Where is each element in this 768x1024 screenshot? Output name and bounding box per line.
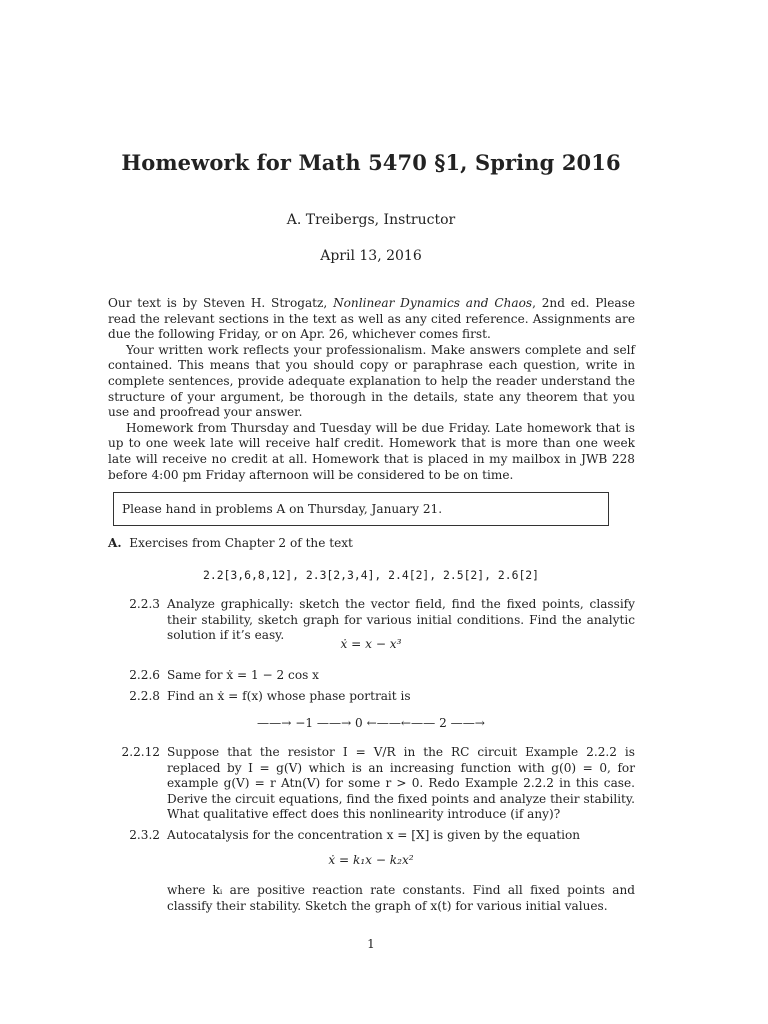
equation-2-3-2: ẋ = k₁x − k₂x² [328, 853, 414, 867]
problem-2-3-2-continued [108, 883, 635, 915]
problem-2-2-6 [108, 668, 635, 684]
intro-paragraph-2: Your written work reflects your professionalism. Make answers complete and self contained. This means that you should copy or paraphrase each question, write in complete sentences, provide adequate explanation to help the reader understand the structure of your argument, be thorough in the details, state any theorem that you use and proofread your answer. [108, 342, 635, 420]
problem-text: Find an ẋ = f(x) whose phase portrait is [167, 689, 411, 703]
notice-box: Please hand in problems A on Thursday, January 21. [113, 492, 609, 526]
exercise-list: 2.2[3,6,8,12], 2.3[2,3,4], 2.4[2], 2.5[2], 2.6[2] [202, 568, 540, 582]
equation-2-2-3: ẋ = x − x³ [340, 637, 402, 651]
page-number: 1 [367, 937, 375, 951]
section-a-label: A. [108, 536, 122, 550]
problem-number: 2.2.12 [121, 745, 160, 759]
intro-paragraphs [108, 296, 635, 483]
problem-text: Analyze graphically: sketch the vector field, find the fixed points, classify their stability, sketch graph for various initial conditions. Find the analytic solution if it’s easy. [167, 597, 635, 643]
problem-number: 2.3.2 [129, 828, 160, 842]
problem-number: 2.2.3 [129, 597, 160, 611]
section-a-text: Exercises from Chapter 2 of the text [129, 536, 353, 550]
problem-2-3-2 [108, 828, 635, 844]
author-line: A. Treibergs, Instructor [286, 212, 456, 228]
date-line: April 13, 2016 [320, 248, 422, 264]
problem-text: where kᵢ are positive reaction rate constants. Find all fixed points and classify their stability. Sketch the graph of x(t) for various initial values. [167, 883, 635, 913]
problem-2-2-3 [108, 597, 635, 643]
phase-portrait-line: ——→ −1 ——→ 0 ←——←—— 2 ——→ [257, 716, 485, 730]
problem-text: Suppose that the resistor I = V/R in the RC circuit Example 2.2.2 is replaced by I = g(V) which is an increasing function with g(0) = 0, for example g(V) = r Atn(V) for some r > 0. Redo Example 2.2.2 in this case. Derive the circuit equations, find the fixed points and analyze their stability. What qualitative effect does this nonlinearity introduce (if any)? [167, 745, 635, 822]
document-title: Homework for Math 5470 §1, Spring 2016 [121, 150, 621, 175]
problem-number: 2.2.6 [129, 668, 160, 682]
book-title: Nonlinear Dynamics and Chaos [333, 296, 533, 310]
section-a-heading [108, 536, 353, 550]
problem-2-2-12 [108, 745, 635, 825]
problem-text: Same for ẋ = 1 − 2 cos x [167, 668, 319, 682]
intro-paragraph-3: Homework from Thursday and Tuesday will be due Friday. Late homework that is up to one week late will receive half credit. Homework that is more than one week late will receive no credit at all. Homework that is placed in my mailbox in JWB 228 before 4:00 pm Friday afternoon will be considered to be on time. [108, 420, 635, 482]
problem-number: 2.2.8 [129, 689, 160, 703]
problem-2-2-8 [108, 689, 635, 705]
intro-paragraph-1: Our text is by Steven H. Strogatz, Nonlinear Dynamics and Chaos, 2nd ed. Please read the relevant sections in the text as well as any cited reference. Assignments are due the following Friday, or on Apr. 26, whichever comes first. [108, 296, 635, 342]
problem-text: Autocatalysis for the concentration x = [X] is given by the equation [167, 828, 581, 842]
